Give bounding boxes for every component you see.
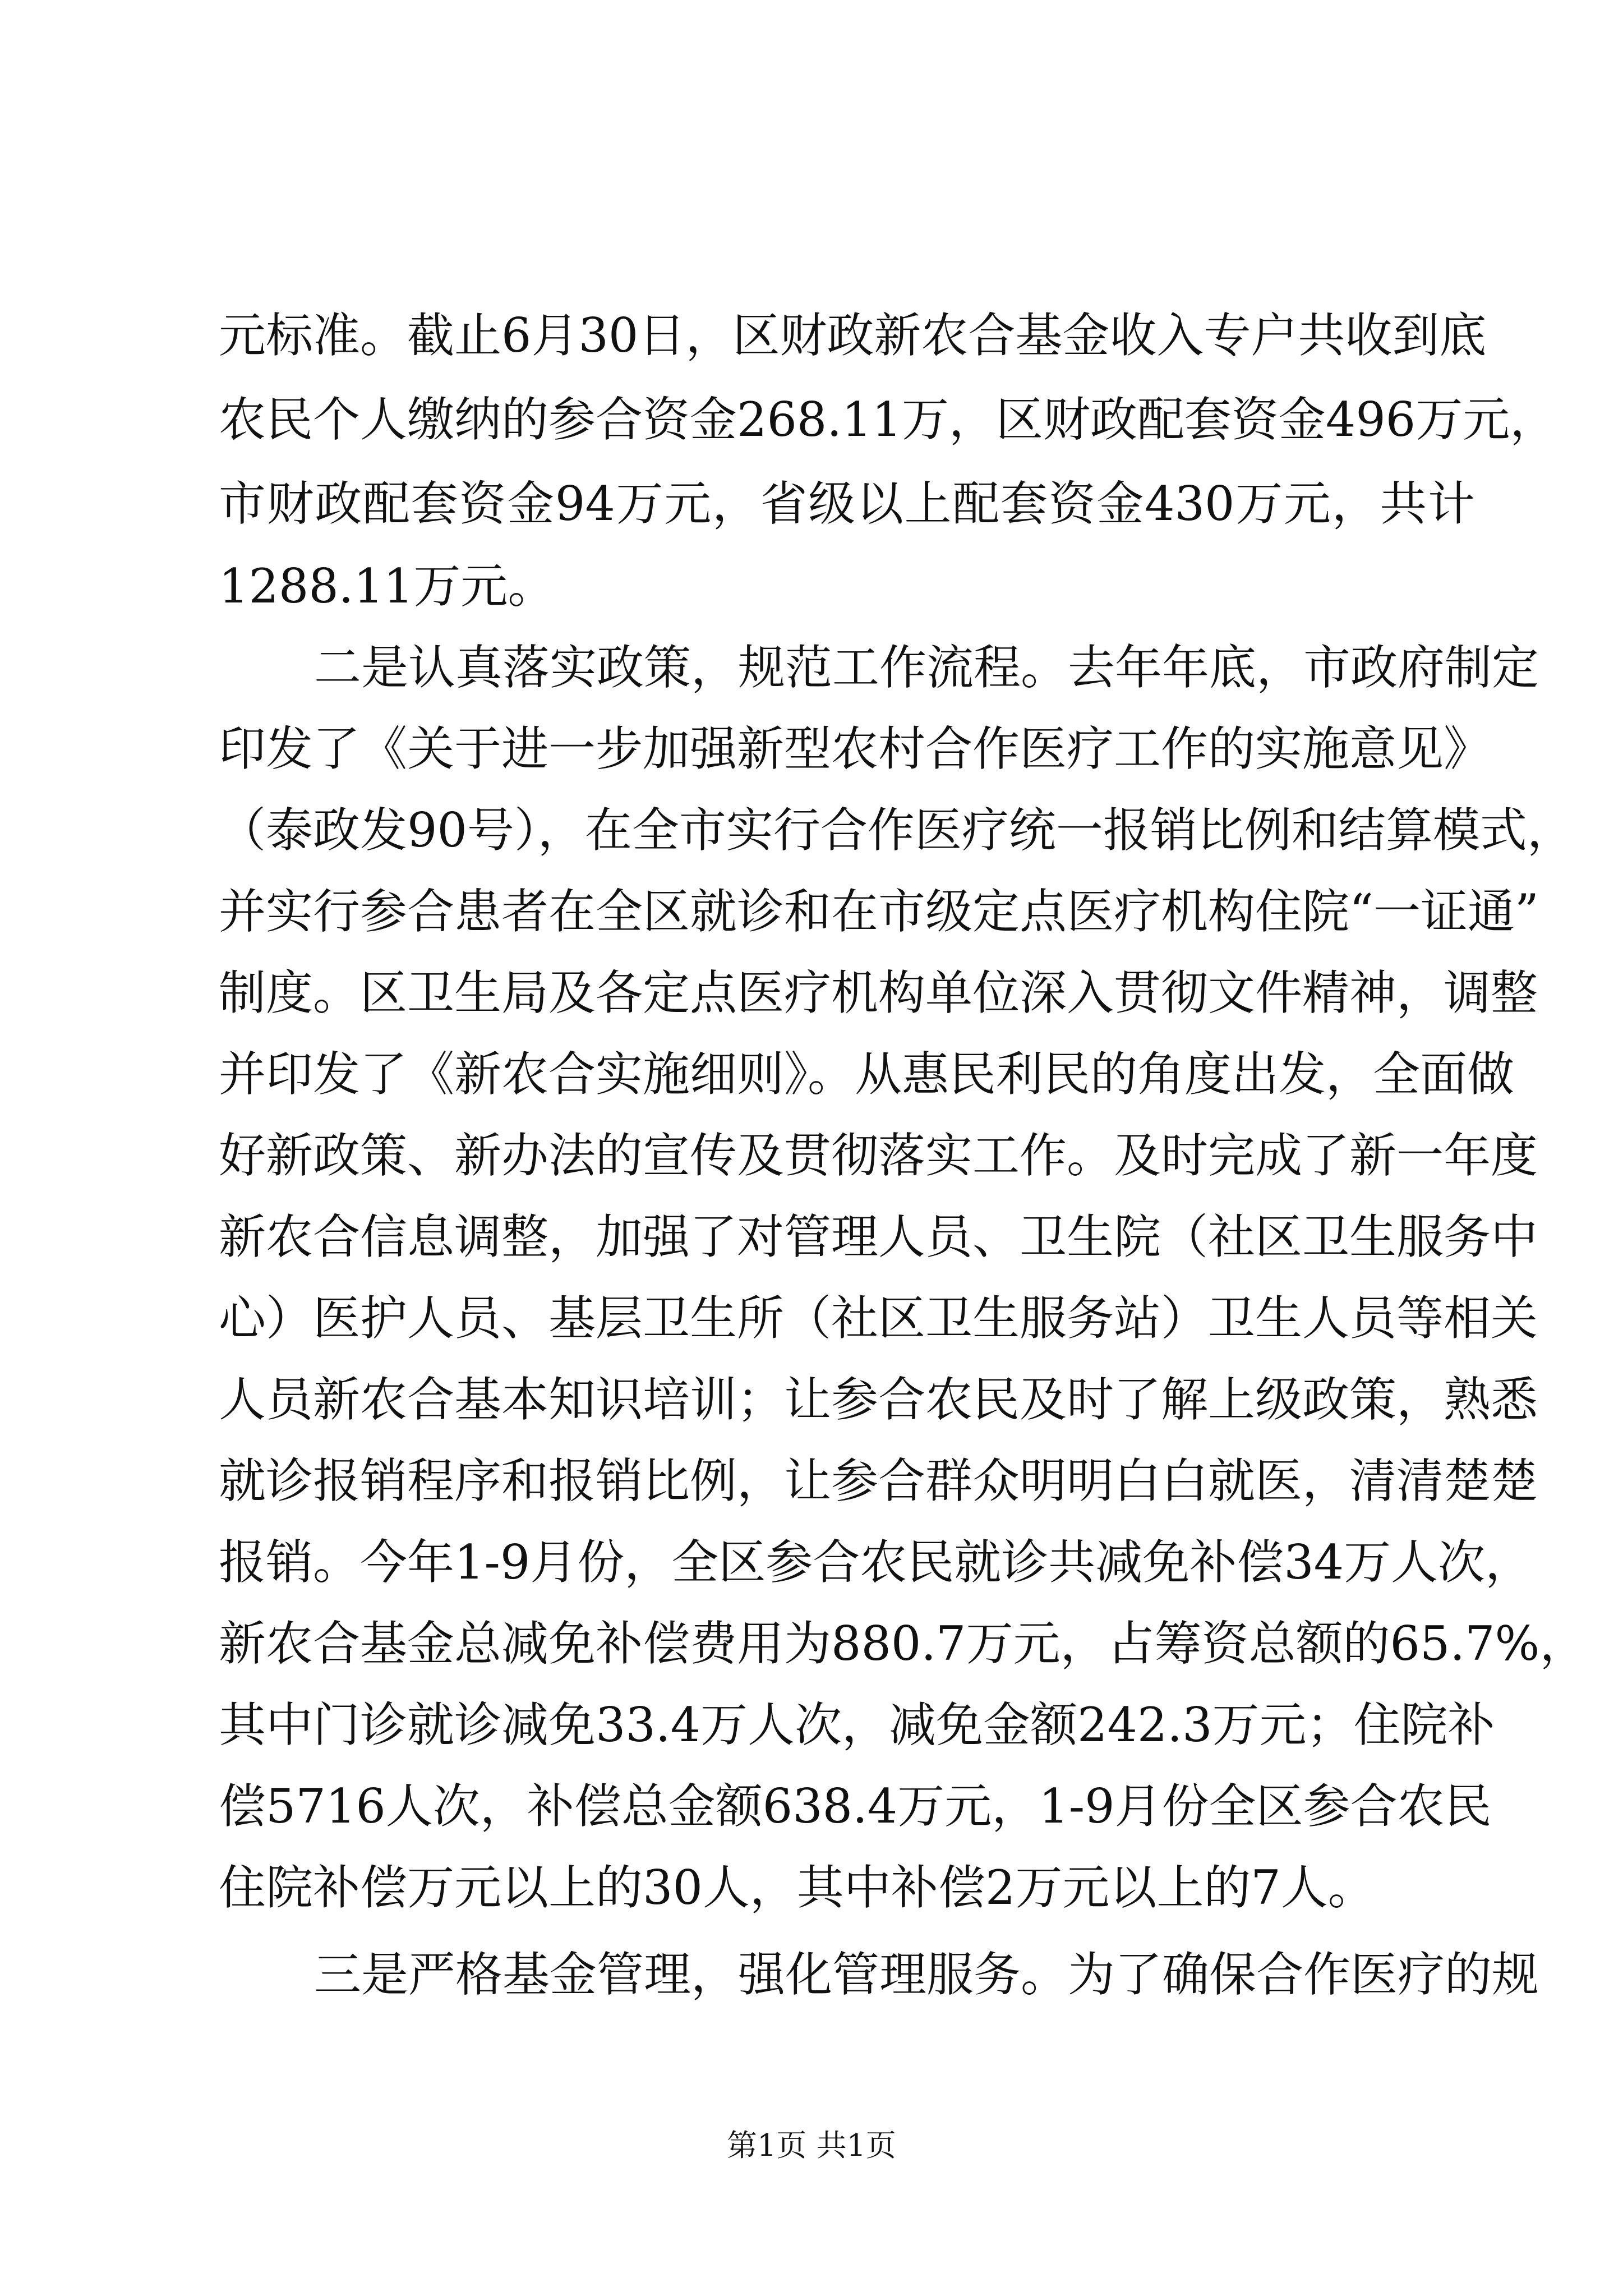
paragraph-3-first-line: 三是严格基金管理，强化管理服务。为了确保合作医疗的规 <box>314 1947 1539 2002</box>
text-line-14: 人员新农合基本知识培训；让参合农民及时了解上级政策，熟悉 <box>219 1372 1538 1427</box>
text-line-17: 新农合基金总减免补偿费用为880.7万元，占筹资总额的65.7%， <box>219 1616 1587 1671</box>
text-line-7: （泰政发90号），在全市实行合作医疗统一报销比例和结算模式， <box>219 803 1574 858</box>
text-line-3: 市财政配套资金94万元，省级以上配套资金430万元，共计 <box>219 476 1475 531</box>
paragraph-2-first-line: 二是认真落实政策，规范工作流程。去年年底，市政府制定 <box>314 640 1539 695</box>
text-line-19: 偿5716人次，补偿总金额638.4万元，1-9月份全区参合农民 <box>219 1779 1492 1834</box>
text-line-12: 新农合信息调整，加强了对管理人员、卫生院（社区卫生服务中 <box>219 1209 1538 1264</box>
text-line-6: 印发了《关于进一步加强新型农村合作医疗工作的实施意见》 <box>219 721 1491 776</box>
text-line-2: 农民个人缴纳的参合资金268.11万，区财政配套资金496万元， <box>219 392 1557 447</box>
text-line-18: 其中门诊就诊减免33.4万人次，减免金额242.3万元；住院补 <box>219 1697 1495 1752</box>
page-footer: 第1页 共1页 <box>727 2128 896 2163</box>
text-line-4: 1288.11万元。 <box>219 559 555 614</box>
text-line-20: 住院补偿万元以上的30人，其中补偿2万元以上的7人。 <box>219 1860 1375 1915</box>
text-line-15: 就诊报销程序和报销比例，让参合群众明明白白就医，清清楚楚 <box>219 1453 1538 1508</box>
text-line-16: 报销。今年1-9月份，全区参合农民就诊共减免补偿34万人次， <box>219 1535 1533 1590</box>
text-line-10: 并印发了《新农合实施细则》。从惠民利民的角度出发，全面做 <box>219 1047 1515 1102</box>
text-line-9: 制度。区卫生局及各定点医疗机构单位深入贯彻文件精神，调整 <box>219 965 1538 1020</box>
text-line-13: 心）医护人员、基层卫生所（社区卫生服务站）卫生人员等相关 <box>219 1291 1538 1346</box>
text-line-8: 并实行参合患者在全区就诊和在市级定点医疗机构住院“一证通” <box>219 884 1539 939</box>
text-line-1: 元标准。截止6月30日，区财政新农合基金收入专户共收到底 <box>219 308 1487 363</box>
text-line-11: 好新政策、新办法的宣传及贯彻落实工作。及时完成了新一年度 <box>219 1128 1538 1183</box>
